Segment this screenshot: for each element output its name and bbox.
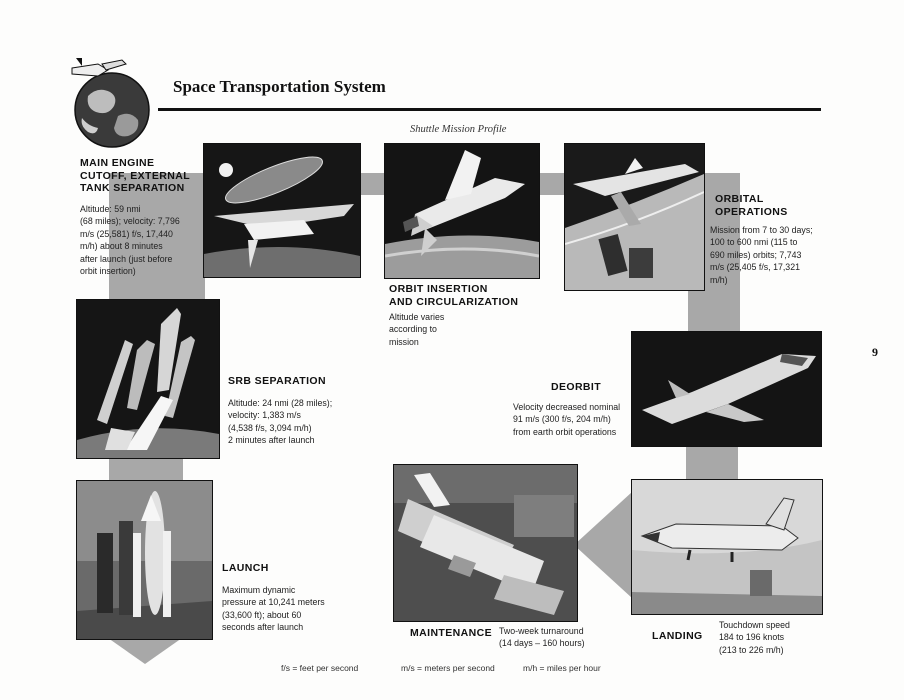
meco-body-line-5: after launch (just before [80, 253, 173, 264]
srb-separation-body-line-4: 2 minutes after launch [228, 435, 315, 446]
launch-body-line-1: Maximum dynamic [222, 585, 296, 595]
landing-heading-line-1: LANDING [652, 630, 703, 642]
orbital-operations-body-line-2: 100 to 600 nmi (115 to [710, 237, 798, 248]
meco-body-line-6: orbit insertion) [80, 266, 136, 277]
orbit-insertion-body [389, 311, 444, 348]
landing-body [719, 619, 790, 656]
orbit-insertion-heading-line-1: ORBIT INSERTION [389, 283, 488, 295]
legend-meters-per-second: m/s = meters per second [401, 663, 495, 673]
maintenance-heading-line-1: MAINTENANCE [410, 627, 492, 639]
meco-body-line-3: m/s (25,581) f/s, 17,440 [80, 228, 173, 239]
photo-srb-separation [76, 299, 220, 459]
orbital-operations-heading [715, 193, 788, 218]
meco-body-line-4: m/h) about 8 minutes [80, 241, 163, 252]
mission-path-right-low [686, 446, 738, 479]
page-number: 9 [872, 345, 878, 359]
meco-body-line-2: (68 miles); velocity: 7,796 [80, 216, 180, 227]
meco-body-line-1: Altitude: 59 nmi [80, 204, 141, 214]
launch-body-line-2: pressure at 10,241 meters [222, 597, 325, 608]
mission-path-left-low [109, 458, 183, 481]
photo-maintenance [393, 464, 578, 622]
maintenance-body-line-1: Two-week turnaround [499, 626, 584, 636]
orbital-operations-body [710, 224, 813, 286]
page-title: Space Transportation System [173, 77, 386, 96]
mission-path-top-3 [703, 173, 740, 195]
orbital-operations-body-line-5: m/h) [710, 274, 728, 285]
srb-separation-body [228, 397, 332, 447]
legend-miles-per-hour: m/h = miles per hour [523, 663, 601, 673]
orbital-operations-heading-line-2: OPERATIONS [715, 205, 788, 218]
srb-separation-body-line-3: (4,538 f/s, 3,094 m/h) [228, 422, 312, 433]
srb-separation-heading-line-1: SRB SEPARATION [228, 375, 326, 387]
meco-heading-line-3: TANK SEPARATION [80, 182, 185, 194]
orbital-operations-body-line-3: 690 miles) orbits; 7,743 [710, 249, 802, 260]
landing-body-line-2: 184 to 196 knots [719, 632, 785, 643]
deorbit-heading-line-1: DEORBIT [551, 381, 602, 393]
mission-path-arrow-up [108, 636, 182, 666]
launch-body-line-3: (33,600 ft); about 60 [222, 609, 302, 620]
photo-landing [631, 479, 823, 615]
meco-heading-line-1: MAIN ENGINE [80, 157, 155, 169]
photo-launch [76, 480, 213, 640]
srb-separation-body-line-1: Altitude: 24 nmi (28 miles); [228, 398, 333, 408]
srb-separation-body-line-2: velocity: 1,383 m/s [228, 410, 301, 421]
maintenance-body [499, 625, 585, 650]
orbital-operations-heading-line-1: ORBITAL [715, 193, 764, 205]
orbital-operations-body-line-1: Mission from 7 to 30 days; [710, 225, 813, 235]
deorbit-body-line-2: 91 m/s (300 f/s, 204 m/h) [513, 414, 611, 425]
launch-body [222, 584, 325, 634]
orbital-operations-body-line-4: m/s (25,405 f/s, 17,321 [710, 262, 800, 273]
launch-heading-line-1: LAUNCH [222, 562, 269, 574]
mission-path-top-1 [358, 173, 386, 195]
photo-orbit-insertion [384, 143, 540, 279]
srb-separation-heading [228, 375, 326, 388]
meco-heading-line-2: CUTOFF, EXTERNAL [80, 169, 191, 182]
landing-body-line-1: Touchdown speed [719, 620, 790, 630]
photo-deorbit [631, 331, 822, 447]
photo-orbital-operations [564, 143, 705, 291]
landing-heading [652, 630, 703, 643]
photo-tank-separation [203, 143, 361, 278]
mission-path-right-mid [688, 288, 740, 333]
meco-heading [80, 157, 190, 195]
deorbit-body-line-3: from earth orbit operations [513, 426, 617, 437]
orbit-insertion-heading-line-2: AND CIRCULARIZATION [389, 295, 519, 308]
maintenance-heading [410, 627, 492, 640]
orbit-insertion-body-line-1: Altitude varies [389, 312, 445, 322]
legend-feet-per-second: f/s = feet per second [281, 663, 359, 673]
landing-body-line-3: (213 to 226 m/h) [719, 644, 784, 655]
orbit-insertion-body-line-3: mission [389, 336, 419, 347]
shuttle-earth-logo-icon [68, 56, 156, 148]
deorbit-heading [551, 381, 601, 394]
deorbit-body [513, 401, 620, 438]
orbit-insertion-heading [389, 283, 518, 308]
mission-path-top-2 [537, 173, 567, 195]
diagram-subtitle: Shuttle Mission Profile [410, 124, 507, 135]
orbit-insertion-body-line-2: according to [389, 324, 437, 335]
launch-body-line-4: seconds after launch [222, 622, 304, 633]
deorbit-body-line-1: Velocity decreased nominal [513, 402, 621, 412]
launch-heading [222, 562, 269, 575]
mission-path-arrow-left [574, 492, 632, 598]
meco-body [80, 203, 180, 277]
title-rule [158, 108, 821, 111]
maintenance-body-line-2: (14 days – 160 hours) [499, 638, 585, 649]
